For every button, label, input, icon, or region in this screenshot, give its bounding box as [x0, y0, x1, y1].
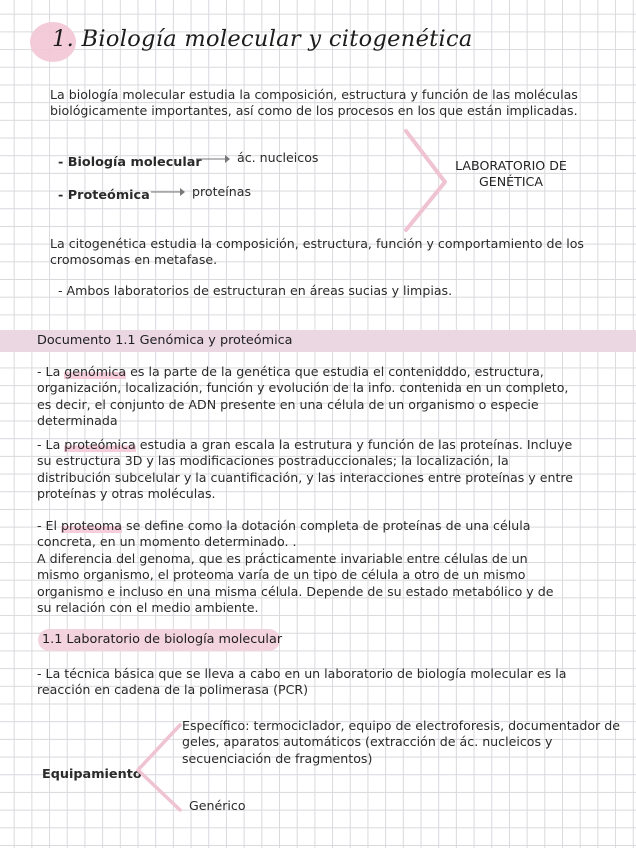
arrow-icon [150, 185, 186, 199]
doc-heading: Documento 1.1 Genómica y proteómica [37, 333, 293, 348]
proteoma-post: se define como la dotación completa de proteínas de una célula concreta, en un momento determinado. . [37, 518, 531, 550]
proteomica-paragraph [37, 437, 582, 503]
term-biologia-molecular: - Biología molecular [58, 155, 202, 170]
arrow-icon [195, 152, 231, 166]
section-band [0, 330, 636, 352]
lab-label: LABORATORIO DE GENÉTICA [455, 158, 567, 190]
ambos-note: - Ambos laboratorios de estructuran en áreas sucias y limpias. [58, 283, 453, 298]
genomica-pre: - La [37, 364, 65, 379]
proteoma-term: proteoma [61, 518, 122, 533]
proteomica-pre: - La [37, 437, 65, 452]
equip-label-text: Equipamiento [42, 767, 142, 782]
result-proteinas: proteínas [192, 184, 252, 199]
genomica-paragraph [37, 364, 577, 430]
list-item-biologia [58, 151, 202, 170]
generico-text: Genérico [189, 798, 246, 813]
especifico-text: Específico: termociclador, equipo de electroforesis, documentador de geles, aparatos automáticos (extracción de ác. nucleicos y secuenciación de fragmentos) [182, 718, 620, 766]
bracket-chevron-icon [400, 128, 452, 234]
section-heading-pill [38, 629, 283, 651]
equipamiento-label [42, 763, 142, 782]
proteoma-pre: - El [37, 518, 62, 533]
proteoma-paragraph [37, 518, 557, 551]
equipamiento-bracket-icon [134, 722, 184, 814]
page-title: 1. Biología molecular y citogenética [52, 26, 473, 52]
genomica-post: es la parte de la genética que estudia el contenidddo, estructura, organización, localización, función y evolución de la info. contenida en un completo, es decir, el conjunto de ADN presente en una célula de un organismo o especie determinada [37, 364, 569, 429]
proteomica-post: estudia a gran escala la estrutura y función de las proteínas. Incluye su estructura 3D y las modificaciones postraduccionales; la localización, la distribución subcelular y la cuantificación, y las interacciones entre proteínas y entre proteínas y otras moléculas. [37, 437, 574, 502]
intro-paragraph: La biología molecular estudia la composición, estructura y función de las moléculas biológicamente importantes, así como de los procesos en los que están implicadas. [50, 87, 578, 119]
genomica-term: genómica [64, 364, 127, 379]
proteomica-term: proteómica [64, 437, 136, 452]
pcr-paragraph: - La técnica básica que se lleva a cabo en un laboratorio de biología molecular es la reacción en cadena de la polimerasa (PCR) [37, 666, 567, 698]
result-acidos-nucleicos: ác. nucleicos [237, 150, 319, 165]
genoma-diff-paragraph: A diferencia del genoma, que es prácticamente invariable entre células de un mismo organismo, el proteoma varía de un tipo de célula a otro de un mismo organismo e incluso en una misma célula. Depende de su estado metabólico y de su relación con el medio ambiente. [37, 551, 554, 616]
citogenetica-paragraph: La citogenética estudia la composición, estructura, función y comportamiento de los cromosomas en metafase. [50, 236, 584, 268]
term-proteomica: - Proteómica [58, 188, 150, 203]
list-item-proteomica [58, 184, 150, 203]
section-heading: 1.1 Laboratorio de biología molecular [42, 632, 283, 647]
